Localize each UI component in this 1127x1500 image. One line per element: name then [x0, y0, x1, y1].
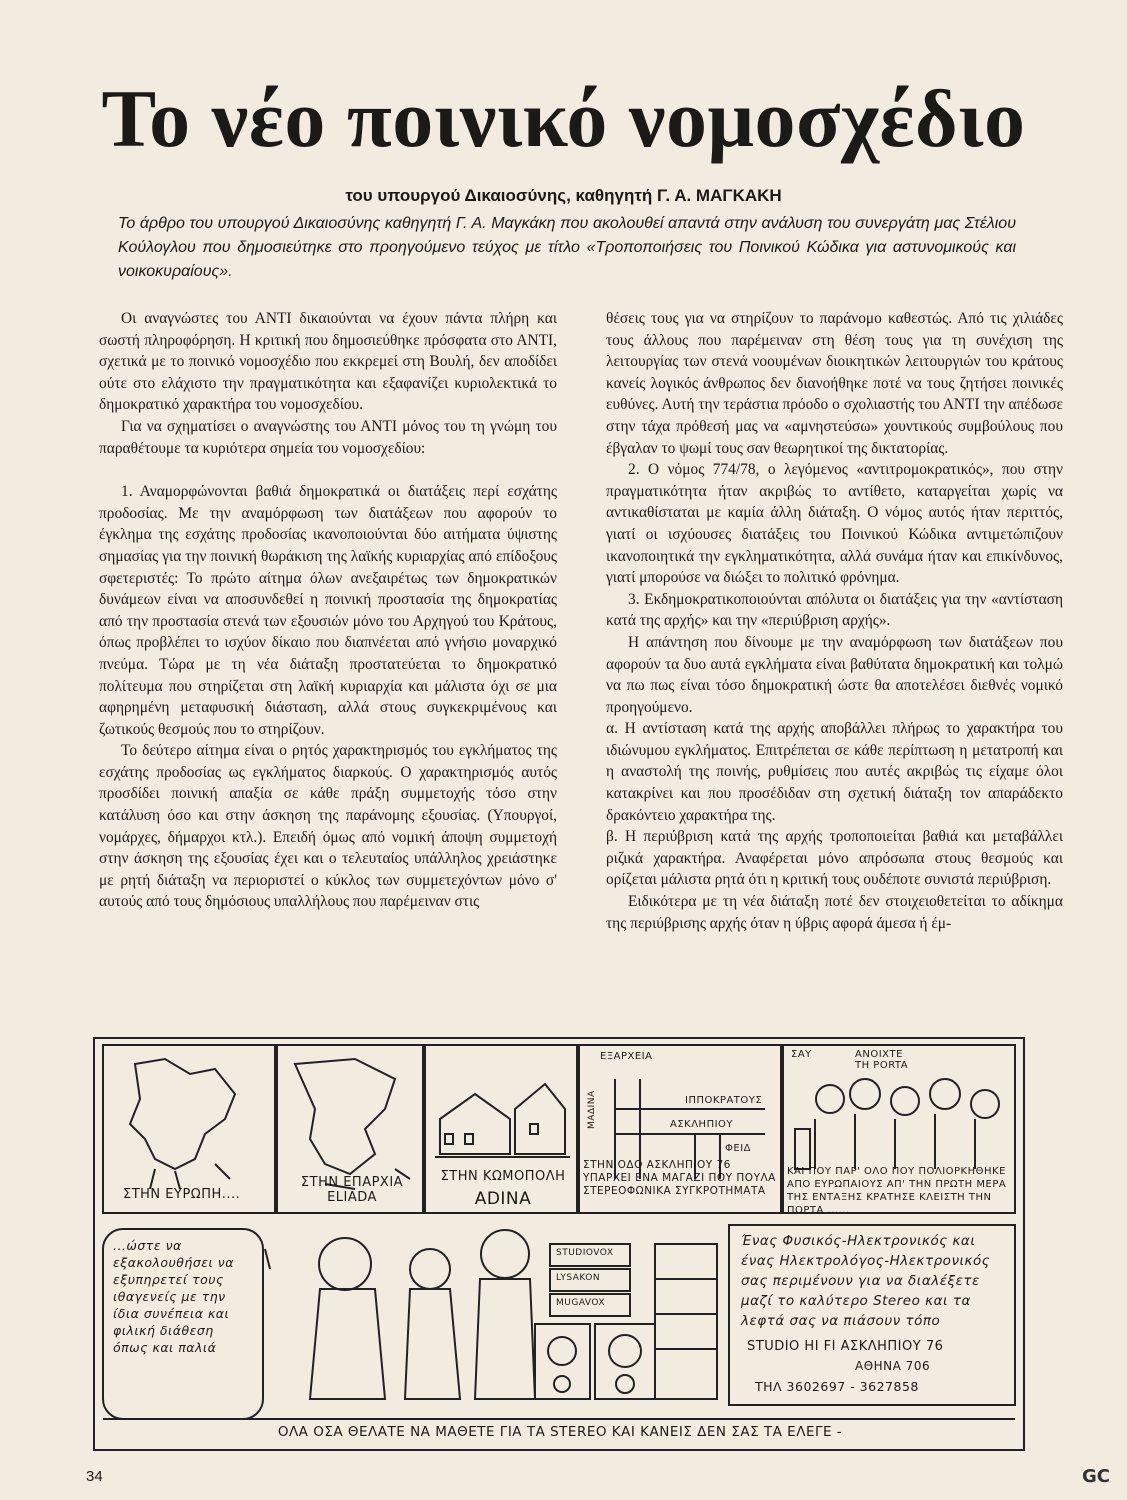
paragraph: β. Η περιύβριση κατά της αρχής τροποποιείται βαθιά και μεταβάλλει ριζικά χαρακτήρα. Αναφέρεται μόνο απρόσωπα στους θεσμούς και ορίζεται μάλιστα ρητά ότι η κριτική τους ουδέποτε συνιστά περιύβριση. [606, 828, 1063, 889]
right-column [606, 308, 1063, 1023]
paragraph: Το δεύτερο αίτημα είναι ο ρητός χαρακτηρισμός του εγκλήματος της εσχάτης προδοσίας ως εγκλήματος διαρκούς. Ο χαρακτηρισμός αυτός προσδίδει ποινική απαξία σε κάθε πράξη συμμετοχής τόσο στην κατάλυση όσο και στην άσκηση της παράνομης εξουσίας. (Υπουργοί, νομάρχες, δήμαρχοι κτλ.). Επειδή όμως από νομική άποψη συμμετοχή στην άσκηση της εξουσίας έχει και ο τελευταίος υπάλληλος χρειάστηκε με ρητή διάταξη να περιοριστεί ο κύκλος των συμμετεχόντων μόνο σ' αυτούς από τους δημόσιους υπαλλήλους που παρέμειναν στις [99, 742, 557, 911]
paragraph: Οι αναγνώστες του ΑΝΤΙ δικαιούνται να έχουν πάντα πλήρη και σωστή πληροφόρηση. Η κριτική που δημοσιεύθηκε πρόσφατα στο ΑΝΤΙ, σχετικά με το ποινικό νομοσχέδιο που εκκρεμεί στη Βουλή, δεν αποδίδει ούτε στο ελάχιστο την πραγματικότητα και εξαφανίζει κυριολεκτικά το δημοκρατικό χαρακτήρα του νομοσχεδίου. [99, 310, 557, 414]
left-column [99, 308, 557, 1023]
paragraph: 2. Ο νόμος 774/78, ο λεγόμενος «αντιτρομοκρατικός», που στην πραγματικότητα ήταν ακριβώς το αντίθετο, καταργείται χωρίς να αντικαθίσταται με καμία άλλη διάταξη. Ο νόμος αυτός ήταν περιττός, γιατί οι ισχύουσες διατάξεις του Ποινικού Κώδικα αντιμετώπιζουν ικανοποιητικά την εγκληματικότητα, αλλά συνάμα ήταν και επικίνδυνος, γιατί μπορούσε να διώξει το πολιτικό φρόνημα. [606, 461, 1063, 587]
article-title: Το νέο ποινικό νομοσχέδιο [101, 73, 1026, 164]
paragraph: α. Η αντίσταση κατά της αρχής αποβάλλει πλήρως το χαρακτήρα του ιδιώνυμου εγκλήματος. Επιτρέπεται σε κάθε περίπτωση η μετατροπή και η αναστολή της ποινής, ρυθμίσεις που αυτές ακριβώς τις είχαμε όλοι κατακρίνει και που προσέδιδαν στη σχετική διάταξη τον απαράδεκτο δρακόντειο χαρακτήρα της. [606, 720, 1063, 824]
speech-bubble: ΑΝΟΙΧΤΕ ΤΗ PORTA [855, 1049, 909, 1071]
equipment-label: LYSAKON [556, 1273, 601, 1283]
paragraph: 1. Αναμορφώνονται βαθιά δημοκρατικά οι διατάξεις περί εσχάτης προδοσίας. Με την αναμόρφωση των διατάξεων που αφορούν το έγκλημα της εσχάτης προδοσίας ικανοποιούνται δύο αιτήματα ύψιστης σημασίας για την ποινική θωράκιση της λαϊκής κυριαρχίας από επίδοξους σφετεριστές: Το πρώτο αίτημα όλων ανεξαιρέτως των δημοκρατικών δυνάμεων είναι να αποσυνδεθεί η ποινική προστασία της δημοκρατίας από την προστασία στενά των εξουσιών μόνο του Αρχηγού του Κράτους, όπως προβλέπει το ισχύον δίκαιο που διαπνέεται από γνήσιο μοναρχικό πνεύμα. Τώρα με τη νέα διάταξη προστατεύεται το δημοκρατικό πολίτευμα που στηρίζεται στη λαϊκή κυριαρχία και μάλιστα όχι σε μια αφηρημένη μεταφυσική διάσταση, αλλά στους συγκεκριμένους και ζωτικούς θεσμούς που το στηρίζουν. [99, 483, 557, 738]
paragraph: θέσεις τους για να στηρίζουν το παράνομο καθεστώς. Από τις χιλιάδες τους άλλους που παρέμειναν στη θέση τους για τη συνέχιση της λειτουργίας των στενά νοουμένων διοικητικών λειτουργιών του κράτους κανείς λογικός άνθρωπος δεν διανοήθηκε ποτέ να τους ζητήσει ποινικές ευθύνες. Αυτή την τεράστια πρόοδο ο σχολιαστής του ΑΝΤΙ την απέδωσε στην τάχα πρόθεσή μας να «αμνηστεύσω» χουντικούς συμβούλους που έβγαλαν το ψωμί τους σαν θεωρητικοί της δικτατορίας. [606, 310, 1063, 457]
map-label: ΜΑΔΙΝΑ [587, 1090, 597, 1129]
paragraph: Για να σχηματίσει ο αναγνώστης του ΑΝΤΙ μόνος του τη γνώμη του παραθέτουμε τα κυριότερα σημεία του νομοσχεδίου: [99, 417, 557, 457]
equipment-label: MUGAVOX [556, 1298, 606, 1308]
ad-box-text: Ένας Φυσικός-Ηλεκτρονικός και ένας Ηλεκτρολόγος-Ηλεκτρονικός σας περιμένουν για να διαλέξετε μαζί το καλύτερο Stereo και τα λεφτά σας να πιάσουν τόπο [741, 1233, 991, 1329]
page-number: 34 [86, 1468, 103, 1485]
byline: του υπουργού Δικαιοσύνης, καθηγητή Γ. Α. ΜΑΓΚΑΚΗ [345, 186, 782, 205]
map-label: ΦΕΙΔ [725, 1143, 751, 1154]
caption-left: ...ώστε να εξακολουθήσει να εξυπηρετεί τους ιθαγενείς με την ίδια συνέπεια και φιλική διάθεση όπως και παλιά [113, 1238, 234, 1355]
paragraph: 3. Εκδημοκρατικοποιούνται απόλυτα οι διατάξεις για την «αντίσταση κατά της αρχής» και την «περιύβριση αρχής». [606, 590, 1063, 630]
intro-paragraph: Το άρθρο του υπουργού Δικαιοσύνης καθηγητή Γ. Α. Μαγκάκη που ακολουθεί απαντά στην ανάλυση του συνεργάτη μας Στέλιου Κούλογλου που δημοσιεύτηκε στο προηγούμενο τεύχος με τίτλο «Τροποποιήσεις του Ποινικού Κώδικα για αστυνομικούς και νοικοκυραίους». [118, 215, 1016, 280]
map-label: ΑΣΚΛΗΠΙΟΥ [670, 1119, 734, 1130]
panel-caption-greece: ΣΤΗΝ ΕΠΑΡΧΙΑ ΕLIADA [300, 1175, 404, 1205]
studio-city: ΑΘΗΝΑ 706 [855, 1359, 931, 1373]
panel-caption-europe: ΣΤΗΝ ΕΥΡΩΠΗ.... [123, 1187, 241, 1202]
map-label: ΕΞΑΡΧΕΙΑ [600, 1051, 653, 1062]
panel-caption-door: ΚΑΙ ΠΟΥ ΠΑΡ' ΟΛΟ ΠΟΥ ΠΟΛΙΟΡΚΗΘΗΚΕ ΑΠΟ ΕΥΡΩΠΑΙΟΥΣ ΑΠ' ΤΗΝ ΠΡΩΤΗ ΜΕΡΑ ΤΗΣ ΕΝΤΑΞΗΣ ΚΡΑΤΗΣΕ ΚΛΕΙΣΤΗ ΤΗΝ ΠΟΡΤΑ ...... [787, 1166, 1007, 1216]
paragraph: Η απάντηση που δίνουμε με την αναμόρφωση των διατάξεων που αφορούν τα δυο αυτά εγκλήματα είναι βαθύτατα δημοκρατική και τολμώ να πω πως είναι τόσο δημοκρατική ώστε θα αποτελέσει διεθνές νομικό προηγούμενο. [606, 633, 1063, 716]
ad-bottom-line: ΟΛΑ ΟΣΑ ΘΕΛΑΤΕ ΝΑ ΜΑΘΕΤΕ ΓΙΑ ΤΑ STEREO ΚΑΙ ΚΑΝΕΙΣ ΔΕΝ ΣΑΣ ΤΑ ΕΛΕΓΕ - [277, 1424, 843, 1440]
watermark-logo: GC [1082, 1466, 1110, 1487]
panel-caption-town: ΣΤΗΝ ΚΩΜΟΠΟΛΗ [440, 1169, 566, 1184]
panel-caption-adina: ADINA [474, 1189, 532, 1209]
studio-phone: ΤΗΛ 3602697 - 3627858 [755, 1379, 919, 1394]
map-label: ΙΠΠΟΚΡΑΤΟΥΣ [685, 1095, 763, 1106]
paragraph: Ειδικότερα με τη νέα διάταξη ποτέ δεν στοιχειοθετείται το αδίκημα της περιύβρισης αρχής όταν η ύβρις αφορά άμεσα ή έμ- [606, 893, 1063, 932]
equipment-label: STUDIOVOX [556, 1248, 614, 1258]
cartoon-advertisement [93, 1037, 1025, 1451]
studio-name: STUDIO HI FI ΑΣΚΛΗΠΙΟΥ 76 [747, 1339, 944, 1354]
panel-caption-street: ΣΤΗΝ ΟΔΟ ΑΣΚΛΗΠΙΟΥ 76 ΥΠΑΡΧΕΙ ΕΝΑ ΜΑΓΑΖΙ ΠΟΥ ΠΟΥΛΑ ΣΤΕΡΕΟΦΩΝΙΚΑ ΣΥΓΚΡΟΤΗΜΑΤΑ [583, 1159, 776, 1197]
speech-bubble: ΣΑΥ [791, 1049, 812, 1060]
